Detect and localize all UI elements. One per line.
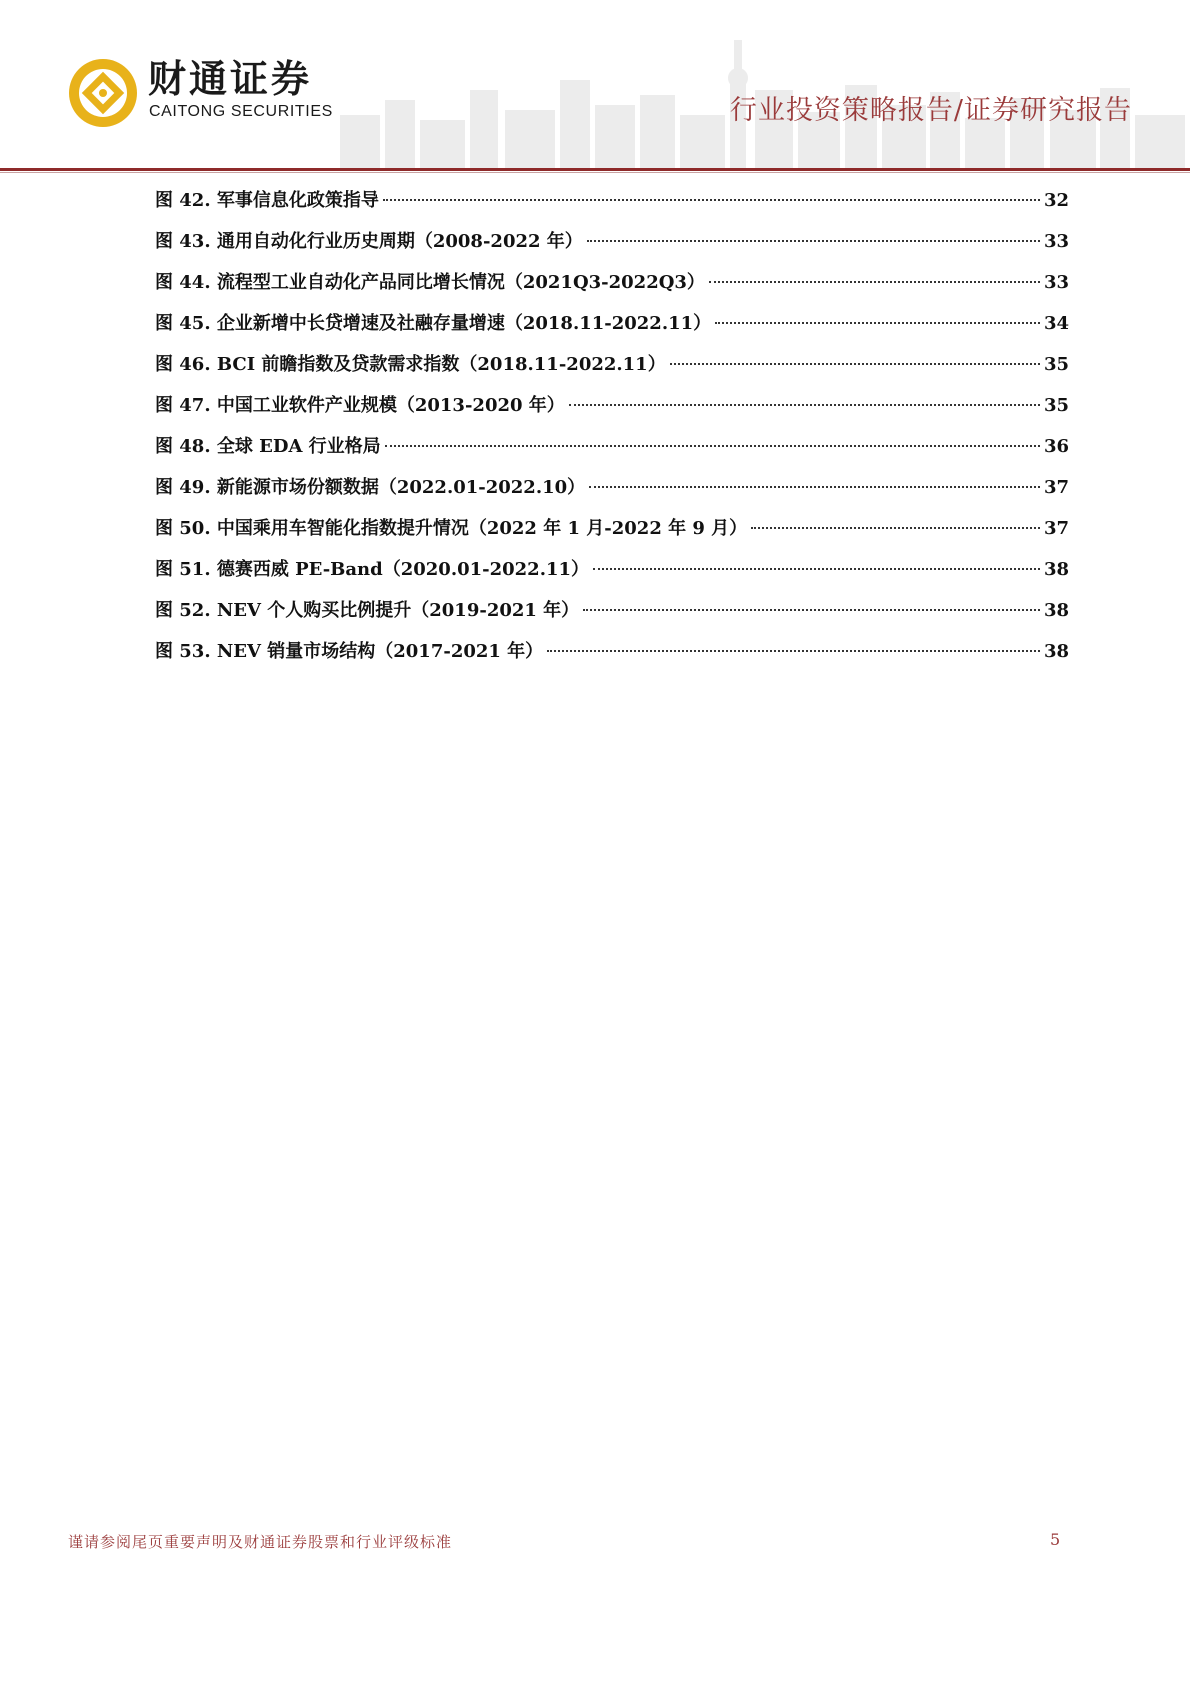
toc-entry-label: 图 49. 新能源市场份额数据（2022.01-2022.10）: [155, 477, 586, 498]
header-divider-thin: [0, 172, 1190, 173]
caitong-logo-icon: [66, 56, 140, 130]
toc-entry-page: 38: [1043, 641, 1069, 662]
toc-entry[interactable]: [155, 637, 1069, 678]
toc-leader-dots: [670, 363, 1040, 365]
toc-entry[interactable]: [155, 227, 1069, 268]
toc-entry-label: 图 47. 中国工业软件产业规模（2013-2020 年）: [155, 395, 565, 416]
toc-entry-label: 图 44. 流程型工业自动化产品同比增长情况（2021Q3-2022Q3）: [155, 272, 705, 293]
toc-leader-dots: [583, 609, 1040, 611]
document-type-label: 行业投资策略报告/证券研究报告: [729, 95, 1132, 126]
toc-entry[interactable]: [155, 432, 1069, 473]
toc-entry[interactable]: [155, 350, 1069, 391]
toc-entry-page: 35: [1043, 395, 1069, 416]
toc-entry-page: 34: [1043, 313, 1069, 334]
toc-leader-dots: [569, 404, 1040, 406]
toc-entry[interactable]: [155, 596, 1069, 637]
toc-entry-label: 图 42. 军事信息化政策指导: [155, 190, 379, 211]
toc-entry-page: 37: [1043, 477, 1069, 498]
toc-entry-page: 33: [1043, 231, 1069, 252]
toc-entry-label: 图 51. 德赛西威 PE-Band（2020.01-2022.11）: [155, 559, 590, 580]
toc-leader-dots: [589, 486, 1040, 488]
toc-leader-dots: [385, 445, 1040, 447]
toc-entry[interactable]: [155, 309, 1069, 350]
toc-entry-page: 35: [1043, 354, 1069, 375]
toc-entry-page: 38: [1043, 559, 1069, 580]
logo-chinese-name: 财通证券: [148, 57, 313, 101]
toc-entry[interactable]: [155, 268, 1069, 309]
toc-entry-label: 图 45. 企业新增中长贷增速及社融存量增速（2018.11-2022.11）: [155, 313, 712, 334]
toc-entry-label: 图 53. NEV 销量市场结构（2017-2021 年）: [155, 641, 544, 662]
toc-entry-label: 图 46. BCI 前瞻指数及贷款需求指数（2018.11-2022.11）: [155, 354, 666, 375]
figure-toc-list: [155, 186, 1069, 678]
footer-disclaimer: 谨请参阅尾页重要声明及财通证券股票和行业评级标准: [68, 1533, 453, 1551]
toc-leader-dots: [715, 322, 1040, 324]
toc-entry[interactable]: [155, 555, 1069, 596]
toc-entry-label: 图 48. 全球 EDA 行业格局: [155, 436, 381, 457]
toc-entry-label: 图 50. 中国乘用车智能化指数提升情况（2022 年 1 月-2022 年 9 月）: [155, 518, 748, 539]
toc-entry-page: 32: [1043, 190, 1069, 211]
toc-entry[interactable]: [155, 473, 1069, 514]
header-divider: [0, 168, 1190, 171]
toc-leader-dots: [383, 199, 1040, 201]
toc-leader-dots: [587, 240, 1040, 242]
logo-english-name: CAITONG SECURITIES: [149, 103, 333, 120]
page-number: 5: [1050, 1530, 1061, 1549]
toc-entry-page: 36: [1043, 436, 1069, 457]
toc-entry[interactable]: [155, 391, 1069, 432]
toc-leader-dots: [593, 568, 1040, 570]
toc-entry-page: 33: [1043, 272, 1069, 293]
page-header: [0, 0, 1190, 172]
toc-leader-dots: [547, 650, 1040, 652]
toc-leader-dots: [709, 281, 1040, 283]
toc-leader-dots: [751, 527, 1040, 529]
toc-entry-page: 37: [1043, 518, 1069, 539]
toc-entry-page: 38: [1043, 600, 1069, 621]
toc-entry-label: 图 52. NEV 个人购买比例提升（2019-2021 年）: [155, 600, 580, 621]
toc-entry[interactable]: [155, 514, 1069, 555]
toc-entry[interactable]: [155, 186, 1069, 227]
toc-entry-label: 图 43. 通用自动化行业历史周期（2008-2022 年）: [155, 231, 583, 252]
